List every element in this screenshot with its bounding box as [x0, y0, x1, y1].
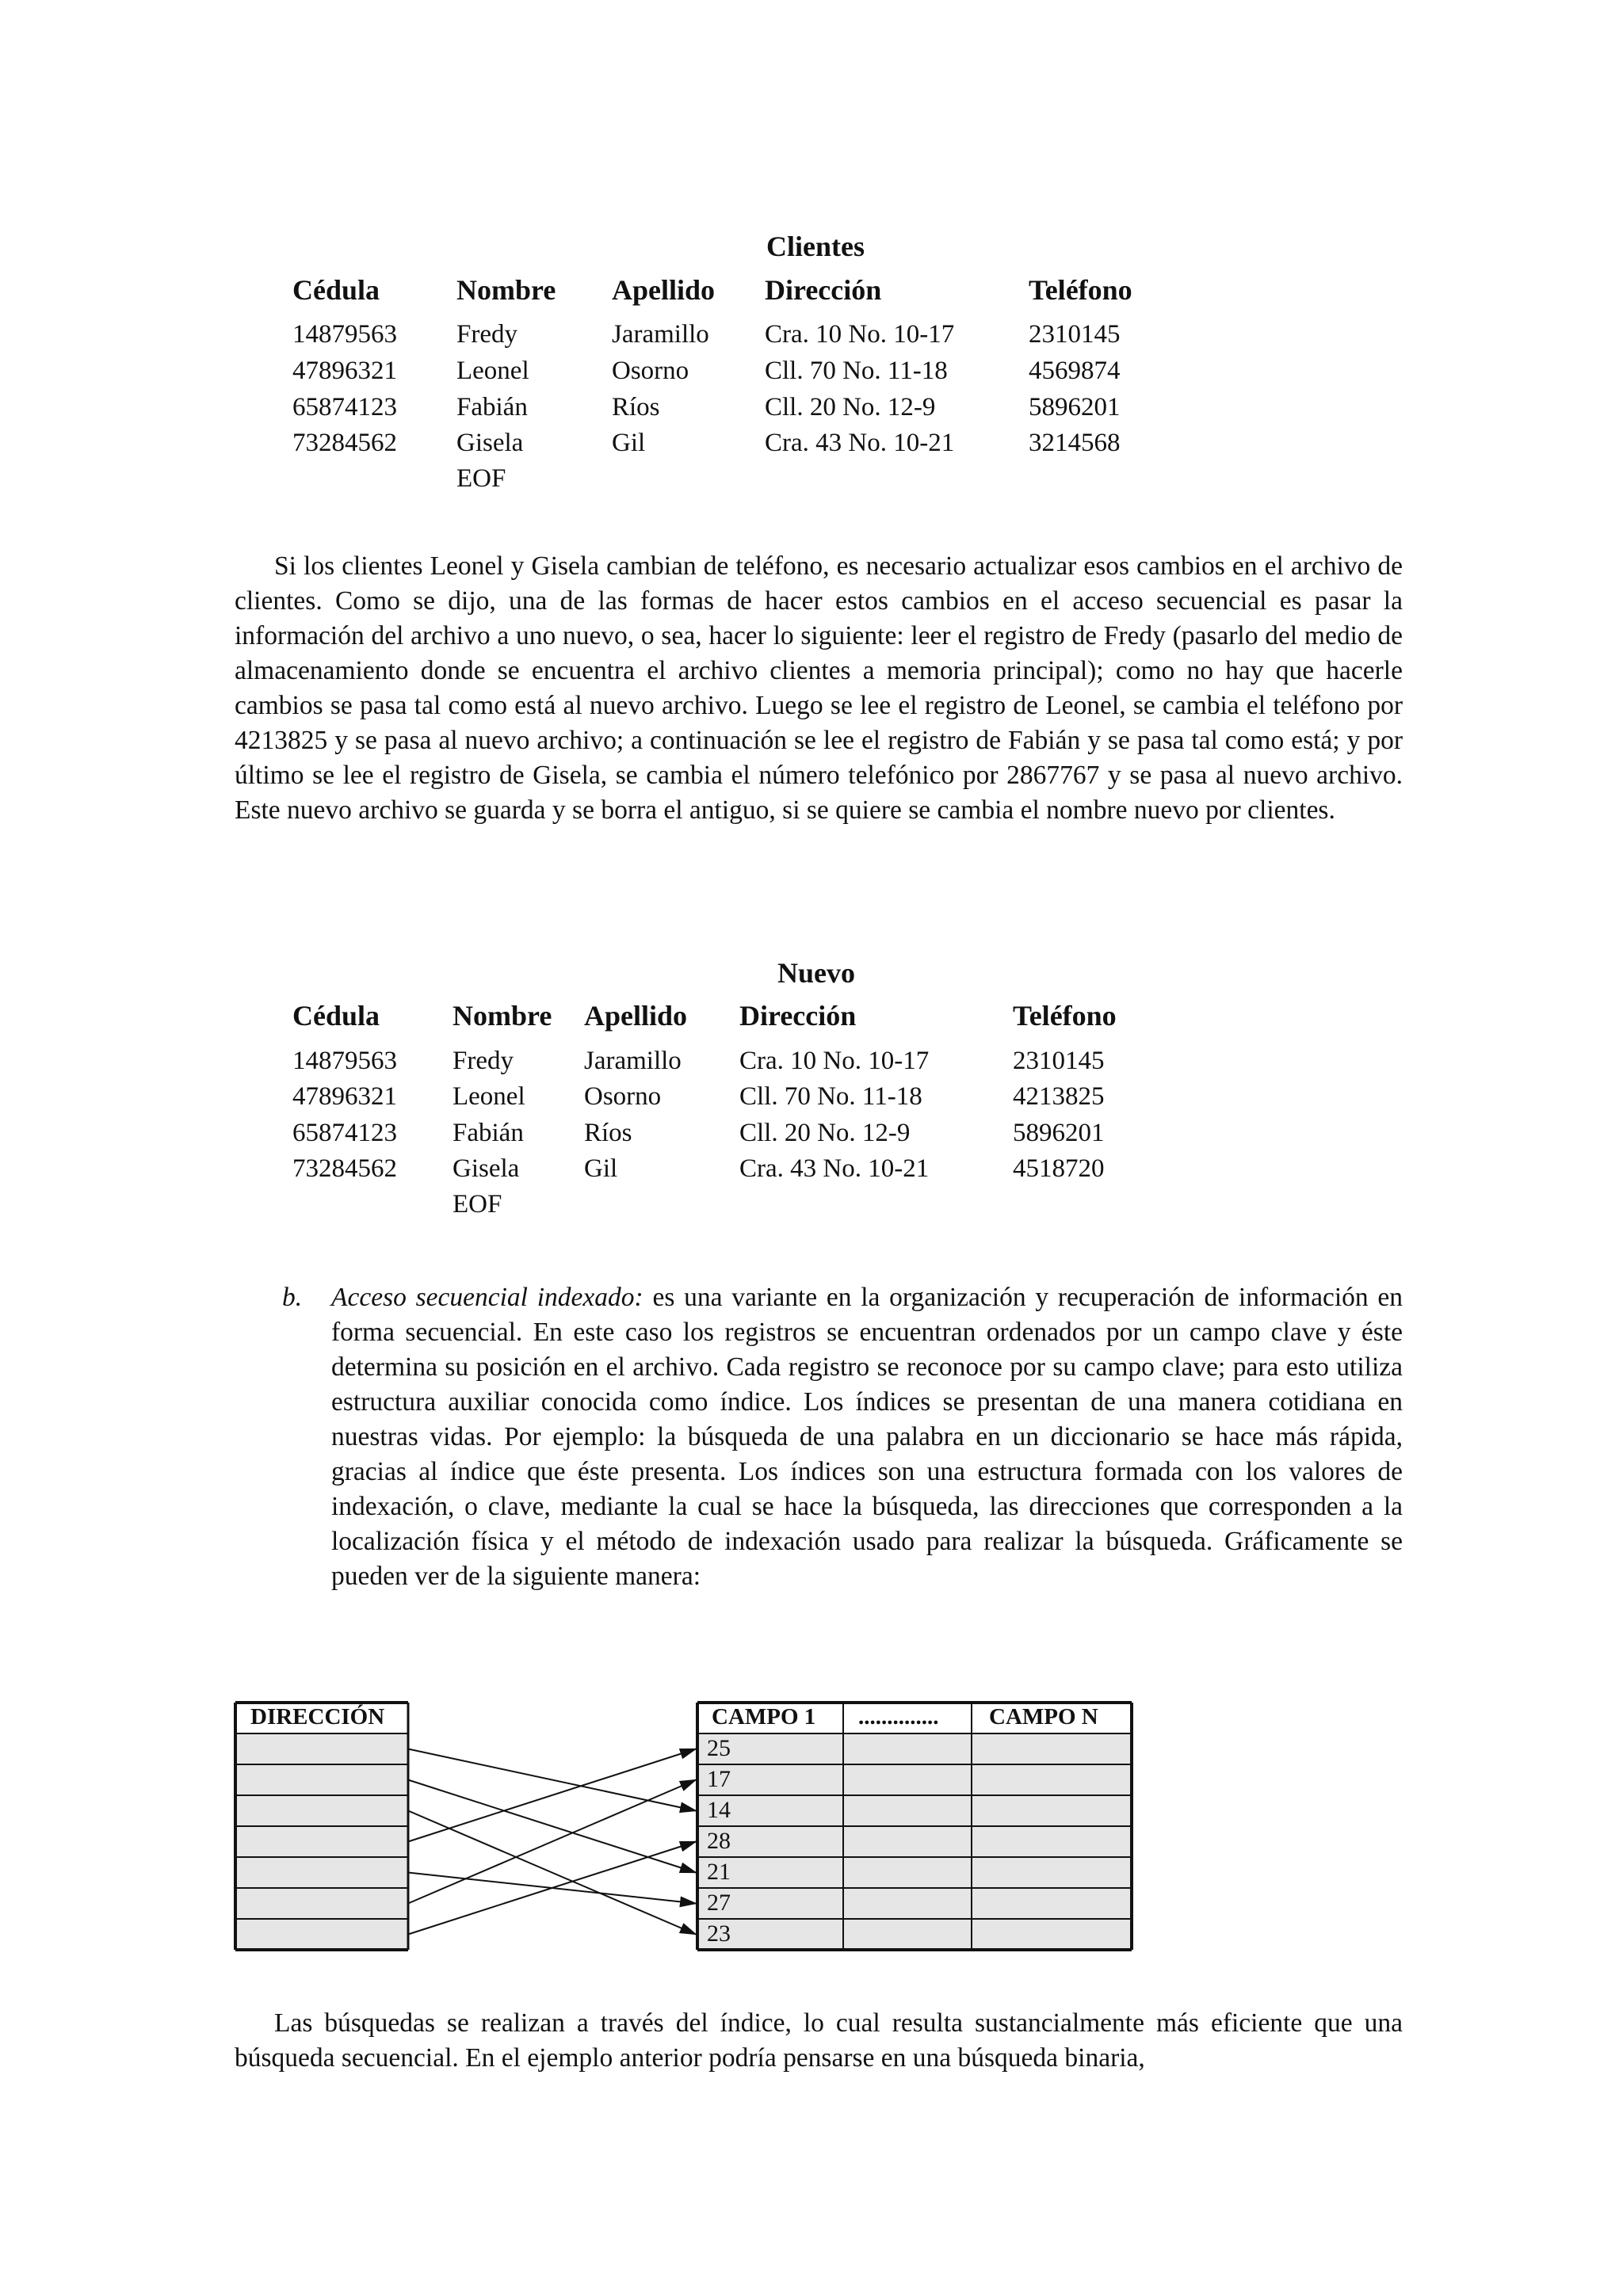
data-cell	[972, 1919, 1132, 1950]
cell-telefono: 5896201	[1013, 1119, 1105, 1147]
header-direccion: Dirección	[739, 1000, 857, 1032]
paragraph-index-search: Las búsquedas se realizan a través del índice, lo cual resulta sustancialmente más eficiente que una búsqueda secuencial. En el ejemplo anterior podría pensarse en una búsqueda binaria,	[235, 2008, 1403, 2073]
index-cell	[235, 1826, 408, 1857]
data-cell	[843, 1764, 972, 1795]
pointer-arrow	[408, 1749, 696, 1811]
cell-apellido: Jaramillo	[584, 1047, 682, 1075]
table-title: Nuevo	[777, 957, 855, 989]
pointer-arrow	[408, 1811, 696, 1935]
header-apellido: Apellido	[612, 274, 716, 306]
cell-apellido: Jaramillo	[612, 320, 709, 349]
cell-cedula: 73284562	[292, 429, 397, 457]
cell-telefono: 4518720	[1013, 1154, 1105, 1183]
header-nombre: Nombre	[453, 1000, 552, 1032]
cell-apellido: Gil	[612, 429, 646, 457]
paragraph-update-explanation: Si los clientes Leonel y Gisela cambian de teléfono, es necesario actualizar esos cambios en el archivo de clientes. Como se dijo, una de las formas de hacer estos cambios en el acceso secuencial es pasar la información del archivo a uno nuevo, o sea, hacer lo siguiente: leer el registro de Fredy (pasarlo del medio de almacenamiento donde se encuentra el archivo clientes a memoria principal); como no hay que hacerle cambios se pasa tal como está al nuevo archivo. Luego se lee el registro de Leonel, se cambia el teléfono por 4213825 y se pasa al nuevo archivo; a continuación se lee el registro de Fabián y se pasa tal como está; y por último se lee el registro de Gisela, se cambia el número telefónico por 2867767 y se pasa al nuevo archivo. Este nuevo archivo se guarda y se borra el antiguo, si se quiere se cambia el nombre nuevo por clientes.	[235, 551, 1403, 825]
eof-marker: EOF	[456, 464, 506, 493]
cell-cedula: 14879563	[292, 320, 397, 349]
header-direccion: Dirección	[765, 274, 882, 306]
data-cell	[843, 1826, 972, 1857]
cell-nombre: Fabián	[453, 1119, 524, 1147]
cell-nombre: Gisela	[453, 1154, 520, 1183]
cell-direccion: Cra. 10 No. 10-17	[739, 1047, 930, 1075]
header-telefono: Teléfono	[1029, 274, 1132, 306]
header-ellipsis: ..............	[858, 1704, 939, 1730]
cell-nombre: Fabián	[456, 393, 528, 421]
pointer-arrow	[408, 1749, 696, 1842]
cell-apellido: Osorno	[612, 357, 689, 385]
cell-nombre: Leonel	[453, 1082, 525, 1111]
key-cell: 28	[707, 1828, 731, 1854]
index-cell	[235, 1795, 408, 1826]
data-table	[697, 1703, 1132, 1950]
cell-cedula: 14879563	[292, 1047, 397, 1075]
data-cell	[843, 1733, 972, 1764]
cell-cedula: 47896321	[292, 357, 397, 385]
header-apellido: Apellido	[584, 1000, 688, 1032]
cell-telefono: 5896201	[1029, 393, 1121, 421]
cell-direccion: Cll. 70 No. 11-18	[765, 357, 948, 385]
index-cell	[235, 1764, 408, 1795]
pointer-arrow	[408, 1780, 696, 1873]
key-cell: 21	[707, 1859, 731, 1885]
index-table	[235, 1703, 408, 1950]
key-cell: 17	[707, 1766, 731, 1792]
cell-apellido: Ríos	[612, 393, 660, 421]
cell-apellido: Osorno	[584, 1082, 662, 1111]
cell-telefono: 3214568	[1029, 429, 1121, 457]
cell-apellido: Ríos	[584, 1119, 632, 1147]
key-cell: 23	[707, 1920, 731, 1947]
index-cell	[235, 1733, 408, 1764]
eof-marker: EOF	[453, 1190, 502, 1219]
item-term: Acceso secuencial indexado:	[331, 1283, 643, 1312]
cell-direccion: Cra. 43 No. 10-21	[739, 1154, 930, 1183]
cell-telefono: 4213825	[1013, 1082, 1105, 1111]
header-nombre: Nombre	[456, 274, 556, 306]
pointer-arrow	[408, 1842, 696, 1935]
index-header-direccion: DIRECCIÓN	[250, 1704, 385, 1730]
data-cell	[972, 1857, 1132, 1888]
data-cell	[972, 1795, 1132, 1826]
header-cedula: Cédula	[292, 274, 380, 306]
cell-direccion: Cra. 43 No. 10-21	[765, 429, 955, 457]
cell-nombre: Fredy	[456, 320, 517, 349]
cell-direccion: Cll. 70 No. 11-18	[739, 1082, 922, 1111]
header-campo-1: CAMPO 1	[712, 1704, 816, 1730]
cell-nombre: Leonel	[456, 357, 529, 385]
data-cell	[972, 1764, 1132, 1795]
item-label: b.	[282, 1283, 303, 1312]
header-cedula: Cédula	[292, 1000, 380, 1032]
index-cell	[235, 1919, 408, 1950]
cell-cedula: 65874123	[292, 393, 397, 421]
header-telefono: Teléfono	[1013, 1000, 1117, 1032]
cell-apellido: Gil	[584, 1154, 618, 1183]
cell-cedula: 73284562	[292, 1154, 397, 1183]
data-cell	[843, 1888, 972, 1919]
data-cell	[843, 1795, 972, 1826]
cell-nombre: Gisela	[456, 429, 524, 457]
index-cell	[235, 1857, 408, 1888]
cell-direccion: Cra. 10 No. 10-17	[765, 320, 955, 349]
cell-telefono: 2310145	[1013, 1047, 1105, 1075]
data-cell	[843, 1919, 972, 1950]
key-cell: 14	[707, 1797, 731, 1823]
cell-nombre: Fredy	[453, 1047, 514, 1075]
cell-cedula: 47896321	[292, 1082, 397, 1111]
pointer-arrows	[408, 1749, 696, 1935]
data-cell	[972, 1733, 1132, 1764]
cell-telefono: 2310145	[1029, 320, 1121, 349]
header-campo-n: CAMPO N	[989, 1704, 1098, 1730]
data-cell	[972, 1826, 1132, 1857]
cell-cedula: 65874123	[292, 1119, 397, 1147]
index-cell	[235, 1888, 408, 1919]
table-title: Clientes	[766, 231, 865, 262]
cell-direccion: Cll. 20 No. 12-9	[739, 1119, 911, 1147]
key-cell: 27	[707, 1890, 731, 1916]
pointer-arrow	[408, 1780, 696, 1904]
cell-direccion: Cll. 20 No. 12-9	[765, 393, 936, 421]
data-cell	[972, 1888, 1132, 1919]
item-text: es una variante en la organización y recuperación de información en forma secuencial. En este caso los registros se encuentran ordenados por un campo clave y éste determina su posición en el archivo. Cada registro se reconoce por su campo clave; para esto utiliza estructura auxiliar conocida como índice. Los índices se presentan de una manera cotidiana en nuestras vidas. Por ejemplo: la búsqueda de una palabra en un diccionario se hace más rápida, gracias al índice que éste presenta. Los índices son una estructura formada con los valores de indexación, o clave, mediante la cual se hace la búsqueda, las direcciones que corresponden a la localización física y el método de indexación usado para realizar la búsqueda. Gráficamente se pueden ver de la siguiente manera:	[331, 1283, 1403, 1591]
cell-telefono: 4569874	[1029, 357, 1121, 385]
key-cell: 25	[707, 1735, 731, 1761]
data-cell	[843, 1857, 972, 1888]
